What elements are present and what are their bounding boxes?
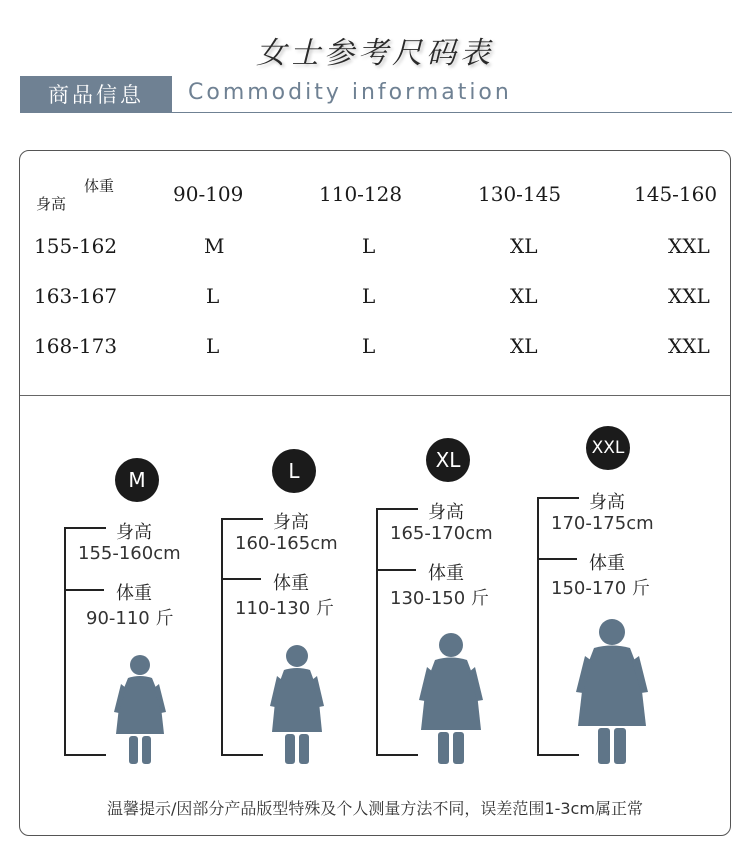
section-header-cn: 商品信息 [20, 76, 172, 112]
size-cell: M [204, 234, 225, 258]
size-badge: M [115, 458, 159, 502]
height-value: 165-170cm [390, 523, 493, 544]
weight-value: 90-110 斤 [86, 608, 174, 629]
size-cell: L [362, 234, 376, 258]
size-badge: XXL [586, 426, 630, 470]
size-cell: XL [510, 284, 538, 308]
size-cell: L [206, 284, 220, 308]
measure-tick [537, 558, 577, 560]
size-cell: L [362, 284, 376, 308]
size-badge: XL [426, 438, 470, 482]
weight-value: 130-150 斤 [390, 588, 489, 609]
page-title: 女士参考尺码表 [256, 36, 494, 71]
height-value: 170-175cm [551, 513, 654, 534]
corner-weight-label: 体重 [84, 177, 115, 195]
female-figure-icon [576, 618, 648, 766]
measure-tick [221, 578, 261, 580]
size-cell: XXL [668, 334, 710, 358]
weight-label: 体重 [116, 583, 152, 604]
size-badge: L [272, 449, 316, 493]
height-label: 身高 [116, 522, 152, 543]
weight-value: 150-170 斤 [551, 578, 650, 599]
weight-col-header: 90-109 [173, 182, 244, 206]
measure-tick [64, 589, 104, 591]
female-figure-icon [268, 644, 326, 766]
size-cell: XL [510, 334, 538, 358]
size-cell: XXL [668, 284, 710, 308]
height-value: 160-165cm [235, 533, 338, 554]
weight-label: 体重 [428, 563, 464, 584]
weight-label: 体重 [589, 553, 625, 574]
height-label: 身高 [589, 492, 625, 513]
height-label: 身高 [428, 502, 464, 523]
size-cell: L [206, 334, 220, 358]
height-value: 155-160cm [78, 543, 181, 564]
height-label: 身高 [273, 512, 309, 533]
height-row-header: 155-162 [34, 234, 118, 258]
panel-divider [20, 395, 730, 396]
size-cell: XL [510, 234, 538, 258]
measure-tick [376, 569, 416, 571]
female-figure-icon [112, 654, 168, 766]
female-figure-icon [418, 632, 484, 766]
weight-label: 体重 [273, 573, 309, 594]
height-row-header: 163-167 [34, 284, 118, 308]
size-cell: L [362, 334, 376, 358]
weight-col-header: 110-128 [319, 182, 403, 206]
footnote: 温馨提示/因部分产品版型特殊及个人测量方法不同，误差范围1-3cm属正常 [107, 799, 643, 818]
weight-col-header: 130-145 [478, 182, 562, 206]
section-header-en: Commodity information [188, 80, 512, 105]
header-underline [20, 112, 732, 113]
corner-height-label: 身高 [36, 195, 67, 213]
weight-col-header: 145-160 [634, 182, 718, 206]
measure-bracket [537, 497, 579, 756]
height-row-header: 168-173 [34, 334, 118, 358]
size-cell: XXL [668, 234, 710, 258]
weight-value: 110-130 斤 [235, 598, 334, 619]
measure-bracket [376, 508, 418, 756]
